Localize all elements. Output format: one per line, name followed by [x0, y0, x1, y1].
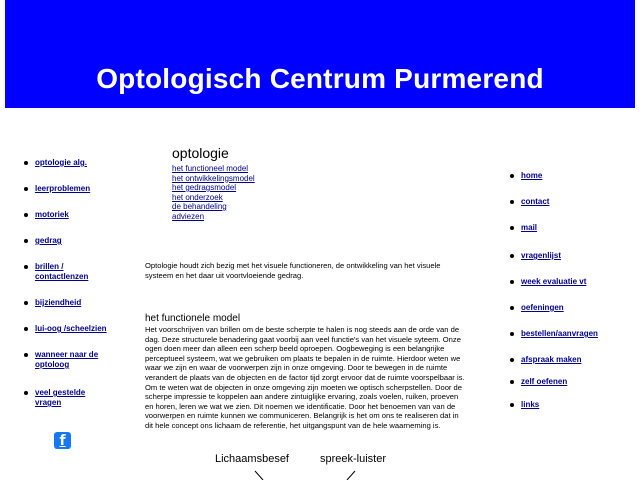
right-nav-link-zelf-oefenen[interactable]: zelf oefenen: [521, 377, 568, 386]
diagram-label-spreek-luister: spreek-luister: [320, 453, 387, 465]
section-heading: het functionele model: [145, 313, 241, 324]
left-nav-item[interactable]: [24, 236, 62, 246]
left-nav-link-brillen-contactlenzen[interactable]: brillen / contactlenzen: [35, 262, 89, 281]
left-nav-link-leerproblemen[interactable]: leerproblemen: [35, 184, 91, 193]
right-nav-link-links[interactable]: links: [521, 400, 540, 409]
section-paragraph: Het voorschrijven van brillen om de beste scherpte te halen is nog steeds aan de orde van de dag. Deze structurele benadering gaat voorbij aan veel functie's van het visuele syteem. Onze ogen doen meer dan alleen een scherp beeld oproepen. Oogbeweging is een belangrijke perceptueel systeem, wat we gebruiken om plaats te bepalen in de ruimte. Hierdoor weten we waar we zijn en waar de voorwerpen zijn in onze omgeving. Door te bewegen in de ruimte verandert de plaats van de objecten en de factor tijd zorgt ervoor dat de ruimte voorspelbaar is. Om te weten wat de objecten in onze omgeving zijn moeten we optisch scherpstellen. Door de scherpe impressie te koppelen aan andere zintuiglijke ervaring, zoals voelen, ruiken, proeven en horen, leren we wat we zien. Dit noemen we identificatie. Door het benoemen van van de voorwerpen en ruimte kunnen we communiceren. Belangrijk is het om ons te realiseren dat in dit hele concept ons lichaam de referentie, het uitgangspunt van de hele waarneming is.: [145, 325, 465, 430]
diagram-label-lichaamsbesef: Lichaamsbesef: [215, 453, 289, 465]
page-title: optologie: [172, 145, 229, 161]
left-nav-link-bijziendheid[interactable]: bijziendheid: [35, 298, 82, 307]
right-nav-item[interactable]: [510, 303, 564, 313]
right-nav-item[interactable]: [510, 377, 567, 387]
facebook-icon[interactable]: f: [54, 432, 71, 449]
left-nav-item[interactable]: [24, 210, 69, 220]
topic-link-item[interactable]: [172, 174, 255, 184]
right-nav-link-mail[interactable]: mail: [521, 223, 538, 232]
left-nav-item[interactable]: [24, 350, 110, 370]
right-nav-link-home[interactable]: home: [521, 171, 543, 180]
right-nav-item[interactable]: [510, 171, 542, 181]
right-nav-item[interactable]: [510, 400, 539, 410]
left-nav-item[interactable]: [24, 184, 90, 194]
topic-link-adviezen[interactable]: adviezen: [172, 211, 205, 221]
right-nav-item[interactable]: [510, 355, 581, 365]
left-nav-item[interactable]: [24, 388, 94, 408]
right-nav-link-contact[interactable]: contact: [521, 197, 550, 206]
right-nav-item[interactable]: [510, 277, 586, 287]
site-title: Optologisch Centrum Purmerend: [96, 63, 544, 94]
topic-link-functioneel-model[interactable]: het functioneel model: [172, 164, 249, 173]
topic-link-item[interactable]: [172, 183, 255, 193]
left-nav-item[interactable]: [24, 158, 87, 168]
topic-link-item[interactable]: [172, 212, 255, 222]
left-nav-link-gedrag[interactable]: gedrag: [35, 236, 62, 245]
topic-link-onderzoek[interactable]: het onderzoek: [172, 192, 223, 202]
left-nav-link-optologie-alg[interactable]: optologie alg.: [35, 158, 87, 167]
right-nav-item[interactable]: [510, 329, 598, 339]
right-nav-item[interactable]: [510, 197, 549, 207]
concept-diagram: [215, 453, 415, 480]
intro-paragraph: Optologie houdt zich bezig met het visuele functioneren, de ontwikkeling van het visuele systeem en het daar uit voortvloeiende gedrag.: [145, 261, 441, 280]
left-nav-link-wanneer-naar-de-optoloog[interactable]: wanneer naar de optoloog: [35, 350, 99, 369]
left-nav-link-lui-oog-scheelzien[interactable]: lui-oog /scheelzien: [35, 324, 107, 333]
topic-link-gedragsmodel[interactable]: het gedragsmodel: [172, 183, 237, 192]
left-nav-item[interactable]: [24, 262, 99, 282]
right-nav-item[interactable]: [510, 223, 537, 233]
diagram-connector-lines: [215, 453, 415, 480]
topic-link-item[interactable]: [172, 164, 255, 174]
right-nav-link-week-evaluatie-vt[interactable]: week evaluatie vt: [521, 277, 587, 286]
right-nav-item[interactable]: [510, 251, 561, 261]
right-nav-link-afspraak-maken[interactable]: afspraak maken: [521, 355, 582, 364]
left-nav-link-veel-gestelde-vragen[interactable]: veel gestelde vragen: [35, 388, 86, 407]
topic-link-item[interactable]: [172, 202, 255, 212]
right-nav-link-bestellen-aanvragen[interactable]: bestellen/aanvragen: [521, 329, 598, 338]
header-banner: [5, 0, 635, 108]
topic-link-ontwikkelingsmodel[interactable]: het ontwikkelingsmodel: [172, 173, 255, 183]
left-nav-item[interactable]: [24, 298, 81, 308]
topic-link-behandeling[interactable]: de behandeling: [172, 202, 227, 211]
right-nav-link-vragenlijst[interactable]: vragenlijst: [521, 251, 562, 260]
left-nav-link-motoriek[interactable]: motoriek: [35, 210, 69, 219]
topic-link-item[interactable]: [172, 193, 255, 203]
topic-links: [172, 164, 255, 221]
right-nav-link-oefeningen[interactable]: oefeningen: [521, 303, 564, 312]
left-nav-item[interactable]: [24, 324, 124, 334]
